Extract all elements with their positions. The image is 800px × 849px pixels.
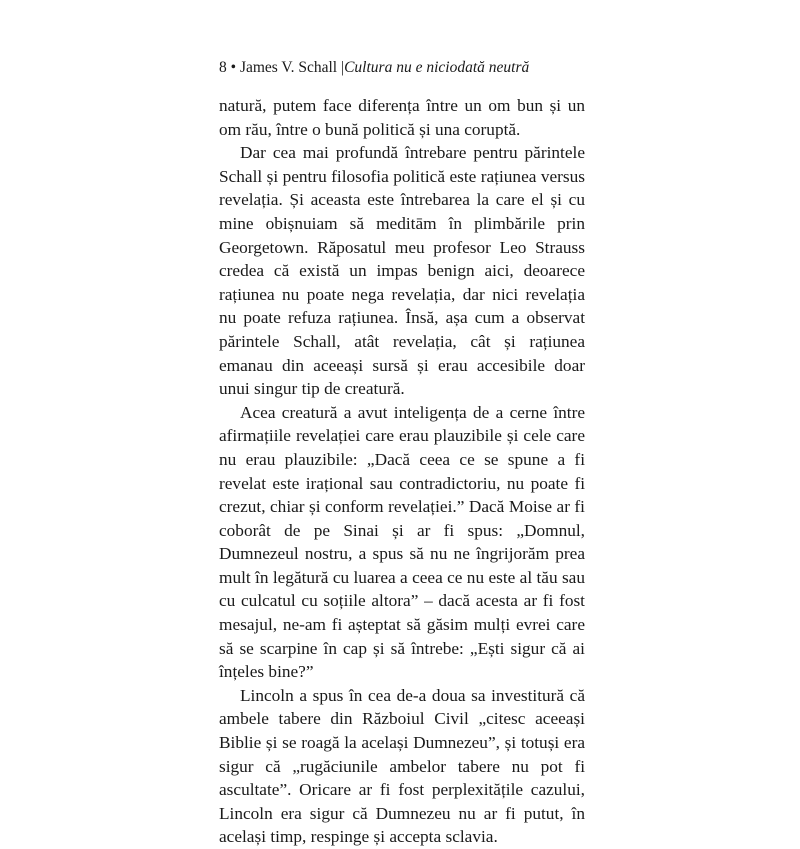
header-separator: | (340, 59, 345, 76)
header-book-title: Cultura nu e niciodată neutră (344, 59, 530, 76)
paragraph-2: Dar cea mai profundă întrebare pentru părintele Schall și pentru filosofia politică este rațiunea versus revelația. Și aceasta este întrebarea la care el și cu mine obișnuiam să meditām în plimbările prin Georgetown. Răposatul meu profesor Leo Strauss credea că există un impas benign aici, deoarece rațiunea nu poate nega revelația, dar nici revelația nu poate refuza rațiunea. Însă, așa cum a observat părintele Schall, atât revelația, cât și rațiunea emanau din aceeași sursă și erau accesibile doar unui singur tip de creatură. (219, 143, 585, 399)
paragraph-3: Acea creatură a avut inteligența de a cerne între afirmațiile revelației care erau plauzibile și cele care nu erau plauzibile: „Dacă ceea ce se spune a fi revelat este irațional sau contradictoriu, nu poate fi crezut, chiar și conform revelației.” Dacă Moise ar fi coborât de pe Sinai și ar fi spus: „Domnul, Dumnezeul nostru, a spus să nu ne îngrijorăm prea mult în legătură cu luarea a ceea ce nu este al tău sau cu culcatul cu soțiile altora” – dacă acesta ar fi fost mesajul, ne-am fi așteptat să găsim mulți evrei care să se scarpine în cap și să întrebe: „Ești sigur că ai înțeles bine?” (219, 402, 585, 682)
header-author: James V. Schall (239, 59, 338, 76)
paragraph-1: natură, putem face diferența între un om bun și un om rău, între o bună politică și una coruptă. (219, 96, 585, 139)
paragraph-4: Lincoln a spus în cea de-a doua sa investitură că ambele tabere din Războiul Civil „citesc aceeași Biblie și se roagă la același Dumnezeu”, și totuși era sigur că „rugăciunile ambelor tabere nu pot fi ascultate”. Oricare ar fi fost perplexitățile cazului, Lincoln era sigur că Dumnezeu nu ar fi putut, în același timp, respinge și accepta sclavia. (219, 685, 585, 847)
body-text (219, 94, 585, 849)
page-number: 8 (219, 59, 227, 76)
header-bullet: • (230, 59, 237, 76)
running-header (219, 58, 589, 78)
